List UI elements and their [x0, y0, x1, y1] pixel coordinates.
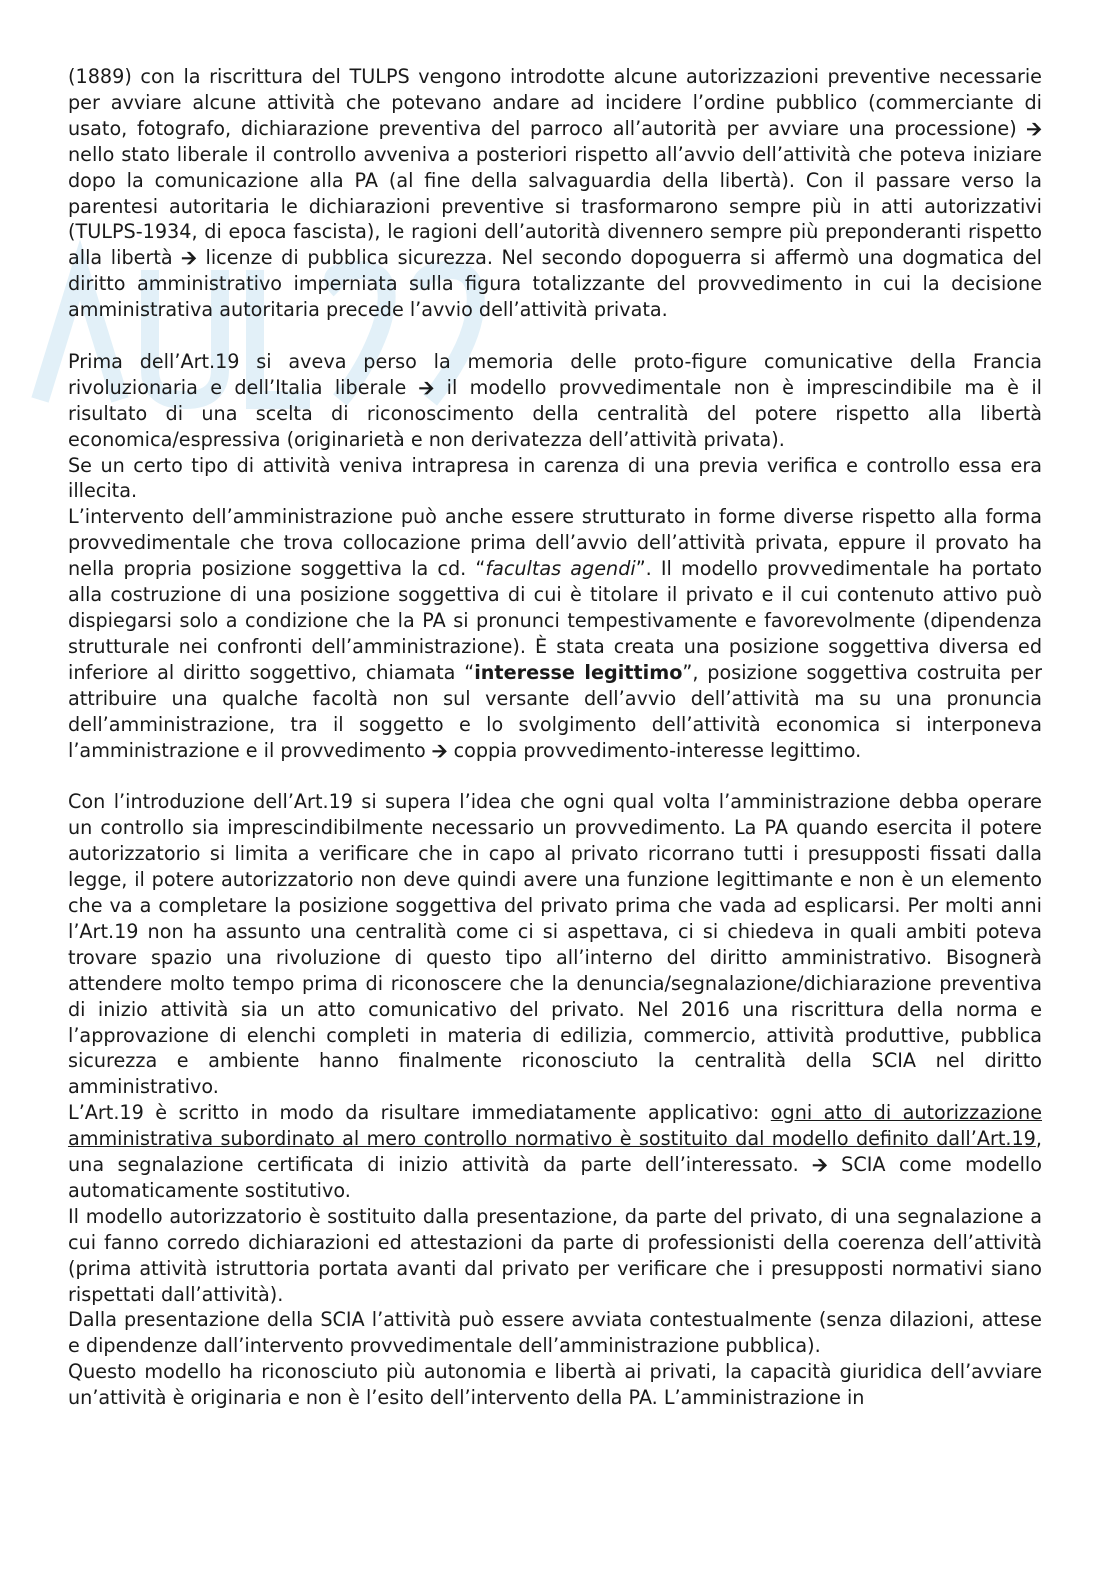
arrow-right-icon: 🡪 [418, 375, 435, 399]
text-run: coppia provvedimento-interesse legittimo. [453, 738, 862, 762]
text-run: L’intervento dell’amministrazione può anche essere strutturato in forme diverse rispetto alla forma provvedimentale che trova collocazione prima dell’avvio dell’attività privata, eppure il provato ha nella propria posizione soggettiva la cd. “ [68, 505, 1042, 581]
paragraph-3: Se un certo tipo di attività veniva intrapresa in carenza di una previa verifica e controllo essa era illecita. [68, 453, 1042, 503]
paragraph-7: Il modello autorizzatorio è sostituito dalla presentazione, da parte del privato, di una segnalazione a cui fanno corredo dichiarazioni ed attestazioni da parte di professionisti della coerenza dell’attività (prima attività istruttoria portata avanti dal privato per verificare che i presupposti normativi siano rispettati dall’attività). [68, 1204, 1042, 1306]
arrow-right-icon: 🡪 [431, 738, 448, 762]
paragraph-6 [68, 1100, 1042, 1204]
arrow-right-icon: 🡪 [812, 1153, 828, 1177]
bold-term: interesse legittimo [474, 660, 683, 684]
text-run: licenze di pubblica sicurezza. Nel secondo dopoguerra si affermò una dogmatica del diritto amministrativo imperniata sulla figura totalizzante del provvedimento in cui la decisione amministrativa autoritaria precede l’avvio dell’attività privata. [68, 246, 1042, 322]
text-run: (1889) con la riscrittura del TULPS vengono introdotte alcune autorizzazioni preventive necessarie per avviare alcune attività che potevano andare ad incidere l’ordine pubblico (commerciante di usato, fotografo, dichiarazione preventiva del parroco all’autorità per avviare una processione) [68, 65, 1042, 140]
text-run: il modello provvedimentale non è imprescindibile ma è il risultato di una scelta di riconoscimento della centralità del potere rispetto alla libertà economica/espressiva (originarietà e non derivatezza dell’attività privata). [68, 375, 1042, 451]
paragraph-1 [68, 64, 1042, 323]
text-run: Prima dell’Art.19 si aveva perso la memoria delle proto-figure comunicative della Francia rivoluzionaria e dell’Italia liberale [68, 349, 1042, 399]
underlined-text: ogni atto di autorizzazione amministrativa subordinato al mero controllo normativo è sostituito dal modello definito dall’Art.19 [68, 1101, 1043, 1151]
arrow-right-icon: 🡪 [1026, 116, 1042, 140]
document-body [68, 64, 1042, 1411]
text-run: ”. Il modello provvedimentale ha portato alla costruzione di una posizione soggettiva di cui è titolare il privato e il cui contenuto attivo può dispiegarsi solo a condizione che la PA si pronunci tempestivamente e favorevolmente (dipendenza strutturale nei confronti dell’amministrazione). È stata creata una posizione soggettiva diversa ed inferiore al diritto soggettivo, chiamata “ [68, 557, 1042, 684]
paragraph-9: Questo modello ha riconosciuto più autonomia e libertà ai privati, la capacità giuridica dell’avviare un’attività è originaria e non è l’esito dell’intervento della PA. L’amministrazione in [68, 1360, 1042, 1410]
text-run: SCIA come modello automaticamente sostitutivo. [68, 1153, 1042, 1202]
italic-term: facultas agendi [485, 557, 636, 581]
arrow-right-icon: 🡪 [181, 246, 197, 270]
text-run: L’Art.19 è scritto in modo da risultare immediatamente applicativo: [68, 1101, 771, 1125]
text-run: , una segnalazione certificata di inizio attività da parte dell’interessato. [68, 1127, 1042, 1177]
paragraph-4 [68, 504, 1042, 763]
text-run: nello stato liberale il controllo avveniva a posteriori rispetto all’avvio dell’attività che poteva iniziare dopo la comunicazione alla PA (al fine della salvaguardia della libertà). Con il passare verso la parentesi autoritaria le dichiarazioni preventive si trasformarono sempre più in atti autorizzativi (TULPS-1934, di epoca fascista), le ragioni dell’autorità divennero sempre più preponderanti rispetto alla libertà [68, 142, 1042, 270]
text-run: ”, posizione soggettiva costruita per attribuire una qualche facoltà non sul versante dell’avvio dell’attività ma su una pronuncia dell’amministrazione, tra il soggetto e lo svolgimento dell’attività economica si interponeva l’amministrazione e il provvedimento [68, 660, 1042, 762]
paragraph-5: Con l’introduzione dell’Art.19 si supera l’idea che ogni qual volta l’amministrazione debba operare un controllo sia imprescindibilmente necessario un provvedimento. La PA quando esercita il potere autorizzatorio si limita a verificare che in capo al privato ricorrano tutti i presupposti fissati dalla legge, il potere autorizzatorio non deve quindi avere una funzione legittimante e non è un elemento che va a completare la posizione soggettiva del privato prima che vada ad esplicarsi. Per molti anni l’Art.19 non ha assunto una centralità come ci si aspettava, ci si chiedeva in quali ambiti poteva trovare spazio una rivoluzione di questo tipo all’interno del diritto amministrativo. Bisognerà attendere molto tempo prima di riconoscere che la denuncia/segnalazione/dichiarazione preventiva di inizio attività sia un atto comunicativo del privato. Nel 2016 una riscrittura della norma e l’approvazione di elenchi completi in materia di edilizia, commercio, attività produttive, pubblica sicurezza e ambiente hanno finalmente riconosciuto la centralità della SCIA nel diritto amministrativo. [68, 790, 1042, 1099]
paragraph-8: Dalla presentazione della SCIA l’attività può essere avviata contestualmente (senza dilazioni, attese e dipendenze dall’intervento provvedimentale dell’amministrazione pubblica). [68, 1308, 1042, 1358]
paragraph-2 [68, 349, 1042, 453]
